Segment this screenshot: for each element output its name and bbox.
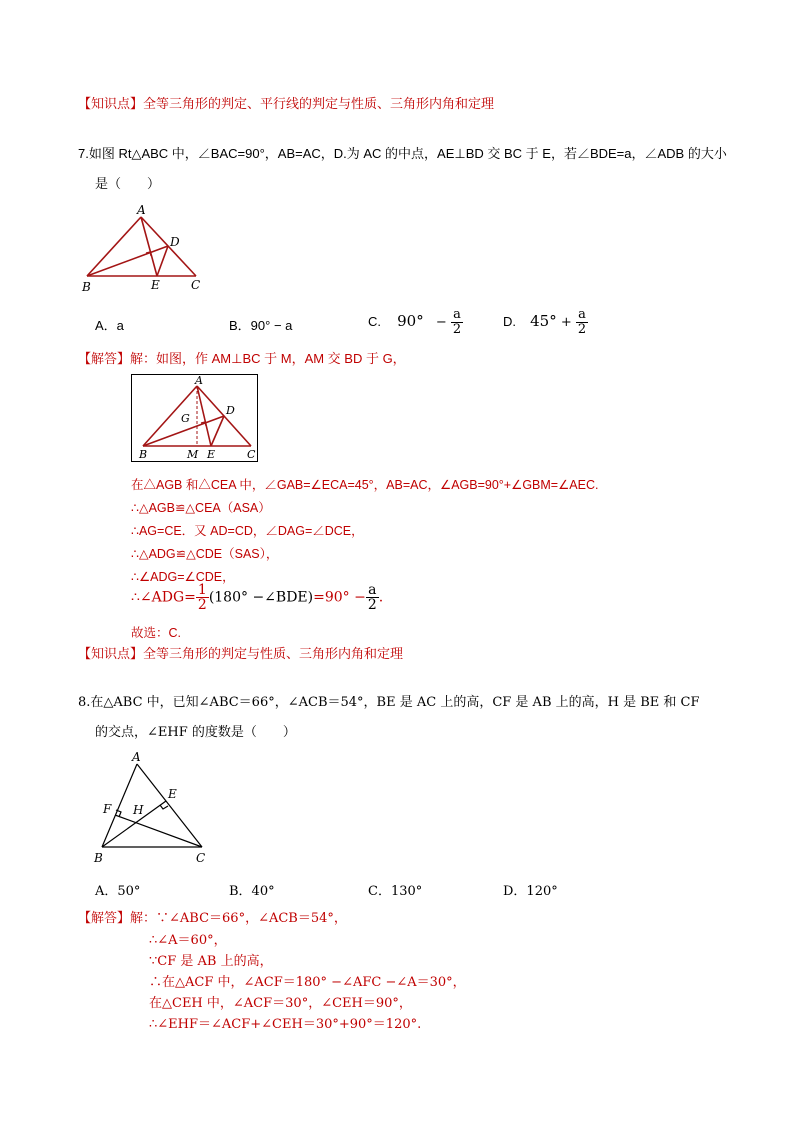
label-a: A (137, 203, 146, 217)
option-d-fraction (576, 308, 588, 337)
final-r-num: a (366, 583, 379, 598)
option-d-prefix: D. (503, 314, 516, 329)
option-d-num: a (576, 308, 588, 323)
q7-figure (80, 203, 210, 295)
q7-step-5: ∴∠ADG=∠CDE， (131, 570, 235, 584)
option-d-den: 2 (577, 322, 587, 337)
option-d-plus: + (560, 315, 572, 330)
q7-option-c (368, 308, 463, 337)
option-c-num: a (451, 308, 463, 323)
q7-step-3: ∴AG=CE．又 AD=CD，∠DAG=∠DCE， (131, 524, 364, 538)
label-b: B (82, 280, 91, 294)
option-c-prefix: C. (368, 314, 381, 329)
q7-option-d (503, 308, 588, 337)
answer-tag: 【解答】 (78, 911, 131, 926)
final-a-over-2 (366, 583, 379, 612)
q7-answer-header (78, 348, 406, 367)
q8-answer-line-1 (78, 907, 347, 926)
final-half-num: 1 (197, 582, 207, 598)
label-c: C (191, 278, 201, 292)
answer-intro: 解：如图，作 AM⊥BC 于 M，AM 交 BD 于 G， (130, 351, 406, 366)
q8-stem-line1: 8.在△ABC 中，已知∠ABC＝66°，∠ACB＝54°，BE 是 AC 上的高，CF 是 AB 上的高，H 是 BE 和 CF (78, 695, 700, 710)
option-c-fraction (451, 308, 463, 337)
label-a: A (195, 374, 203, 387)
q7-option-a: A．a (95, 318, 124, 333)
final-r-den: 2 (367, 597, 377, 613)
q8-option-c: C．130° (368, 884, 423, 899)
q8-step-3: ∵CF 是 AB 上的高， (149, 954, 273, 969)
option-c-minus: − (435, 315, 447, 330)
segment-ab (87, 217, 141, 276)
final-end: . (378, 589, 384, 606)
q7-choice: 故选：C. (131, 626, 182, 640)
q8-step-6: ∴∠EHF＝∠ACF+∠CEH＝30°+90°＝120°. (149, 1017, 422, 1032)
q8-option-d: D．120° (503, 884, 558, 899)
answer-tag: 【解答】 (78, 352, 131, 367)
label-f: F (103, 802, 112, 816)
knowledge-point-1 (78, 93, 494, 112)
q8-stem-line2: 的交点，∠EHF 的度数是（ ） (95, 725, 296, 740)
q7-stem-line1: 7.如图 Rt△ABC 中，∠BAC=90°，AB=AC，D.为 AC 的中点，AE⊥BD 交 BC 于 E，若∠BDE=a，∠ADB 的大小 (78, 146, 727, 161)
q8-step-4: ∴在△ACF 中，∠ACF＝180° −∠AFC −∠A＝30°， (149, 975, 466, 990)
q8-step-5: 在△CEH 中，∠ACF＝30°，∠CEH＝90°， (149, 996, 412, 1011)
q8-step-2: ∴∠A＝60°， (149, 933, 227, 948)
label-m: M (187, 448, 199, 461)
q7-final-equation (131, 583, 383, 612)
label-d: D (170, 235, 180, 249)
knowledge-tag: 【知识点】 (78, 647, 144, 662)
label-c: C (247, 448, 256, 461)
option-c-main: 90° (397, 312, 424, 330)
final-prefix: ∴∠ADG= (131, 589, 196, 606)
label-b: B (94, 851, 103, 865)
final-half (196, 583, 209, 612)
final-mid: (180° −∠BDE) (208, 589, 314, 606)
q7-option-b: B．90° − a (229, 318, 293, 333)
segment-de (157, 246, 168, 276)
option-d-main: 45° (530, 312, 557, 330)
option-c-den: 2 (452, 322, 462, 337)
knowledge-tag: 【知识点】 (78, 97, 144, 112)
q7-step-1: 在△AGB 和△CEA 中，∠GAB=∠ECA=45°，AB=AC，∠AGB=90°+∠GBM=∠AEC. (131, 478, 599, 492)
q7-step-2: ∴△AGB≌△CEA（ASA） (131, 501, 271, 515)
q8-figure (90, 749, 220, 869)
q8-step-1: 解：∵∠ABC＝66°，∠ACB＝54°， (130, 911, 347, 926)
knowledge-text: 全等三角形的判定与性质、三角形内角和定理 (143, 647, 404, 662)
label-e: E (151, 278, 160, 292)
q7-step-4: ∴△ADG≌△CDE（SAS）， (131, 547, 279, 561)
q8-option-b: B．40° (229, 884, 275, 899)
label-b: B (139, 448, 148, 461)
knowledge-text: 全等三角形的判定、平行线的判定与性质、三角形内角和定理 (143, 97, 495, 112)
label-e: E (168, 787, 177, 801)
label-e: E (207, 448, 216, 461)
label-a: A (132, 750, 141, 764)
label-c: C (196, 851, 206, 865)
final-eq: =90° − (313, 589, 366, 606)
label-d: D (226, 404, 235, 417)
label-g: G (181, 412, 190, 425)
knowledge-point-2 (78, 643, 403, 662)
q8-option-a: A．50° (95, 884, 141, 899)
q7-answer-figure (131, 374, 259, 462)
final-half-den: 2 (197, 597, 207, 613)
label-h: H (133, 803, 144, 817)
q7-stem-line2: 是（ ） (95, 177, 161, 192)
